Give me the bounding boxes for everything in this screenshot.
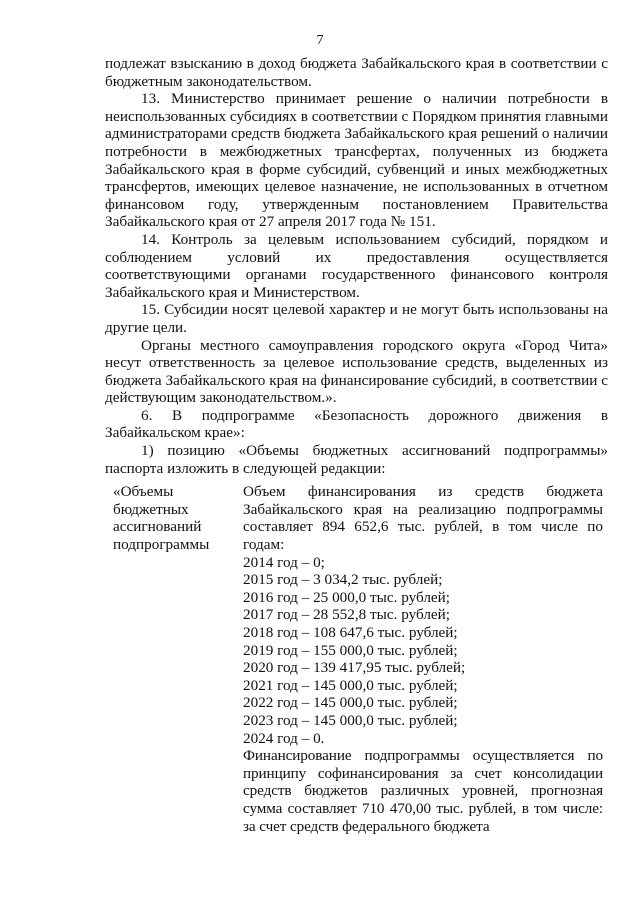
paragraph-13: 13. Министерство принимает решение о наличии потребности в неиспользованных субсидиях в соответствии с Порядком принятия главными администраторами средств бюджета Забайкальского края решений о наличии потребности в межбюджетных трансфертах, полученных из бюджета Забайкальского края в форме субсидий, субвенций и иных межбюджетных трансфертов, имеющих целевое назначение, не использованных в отчетном финансовом году, утвержденным постановлением Правительства Забайкальского края от 27 апреля 2017 года № 151. bbox=[105, 90, 608, 231]
year-line: 2019 год – 155 000,0 тыс. рублей; bbox=[243, 641, 458, 659]
table-left-label: «Объемы бюджетных ассигнований подпрограммы bbox=[113, 483, 210, 554]
paragraph-6: 6. В подпрограмме «Безопасность дорожного движения в Забайкальском крае»: bbox=[105, 406, 608, 442]
year-line: 2023 год – 145 000,0 тыс. рублей; bbox=[243, 711, 458, 729]
year-line: 2018 год – 108 647,6 тыс. рублей; bbox=[243, 624, 458, 641]
table-right-cell bbox=[235, 483, 603, 835]
year-line: 2017 год – 28 552,8 тыс. рублей; bbox=[243, 606, 451, 624]
year-line: 2014 год – 0; bbox=[243, 553, 325, 571]
year-line: 2024 год – 0. bbox=[243, 729, 325, 747]
financing-volume-intro: Объем финансирования из средств бюджета Забайкальского края на реализацию подпрограммы составляет 894 652,6 тыс. рублей, в том числе по годам: bbox=[243, 483, 603, 554]
paragraph-15: 15. Субсидии носят целевой характер и не могут быть использованы на другие цели. bbox=[105, 301, 608, 336]
paragraph-14: 14. Контроль за целевым использованием субсидий, порядком и соблюдением условий их предоставления осуществляется соответствующими органами государственного финансового контроля Забайкальского края и Министерством. bbox=[105, 230, 608, 301]
budget-allocation-table bbox=[105, 483, 608, 835]
year-line: 2021 год – 145 000,0 тыс. рублей; bbox=[243, 676, 458, 694]
paragraph-local-authorities: Органы местного самоуправления городского округа «Город Чита» несут ответственность за целевое использование средств, выделенных из бюджета Забайкальского края на финансирование субсидий, в соответствии с действующим законодательством.». bbox=[105, 336, 608, 407]
year-line: 2016 год – 25 000,0 тыс. рублей; bbox=[243, 588, 451, 606]
year-line: 2015 год – 3 034,2 тыс. рублей; bbox=[243, 571, 443, 589]
paragraph-continuation: подлежат взысканию в доход бюджета Забайкальского края в соответствии с бюджетным законодательством. bbox=[105, 55, 608, 90]
paragraph-6-item-1: 1) позицию «Объемы бюджетных ассигнований подпрограммы» паспорта изложить в следующей редакции: bbox=[105, 442, 608, 477]
document-body bbox=[105, 55, 608, 835]
co-financing-text: Финансирование подпрограммы осуществляется по принципу софинансирования за счет консолидации средств бюджетов различных уровней, прогнозная сумма составляет 710 470,00 тыс. рублей, в том числе: за счет средств федерального бюджета bbox=[243, 747, 603, 835]
page-number: 7 bbox=[316, 33, 324, 48]
year-line: 2022 год – 145 000,0 тыс. рублей; bbox=[243, 694, 458, 712]
year-line: 2020 год – 139 417,95 тыс. рублей; bbox=[243, 659, 466, 677]
table-left-cell bbox=[105, 483, 235, 835]
